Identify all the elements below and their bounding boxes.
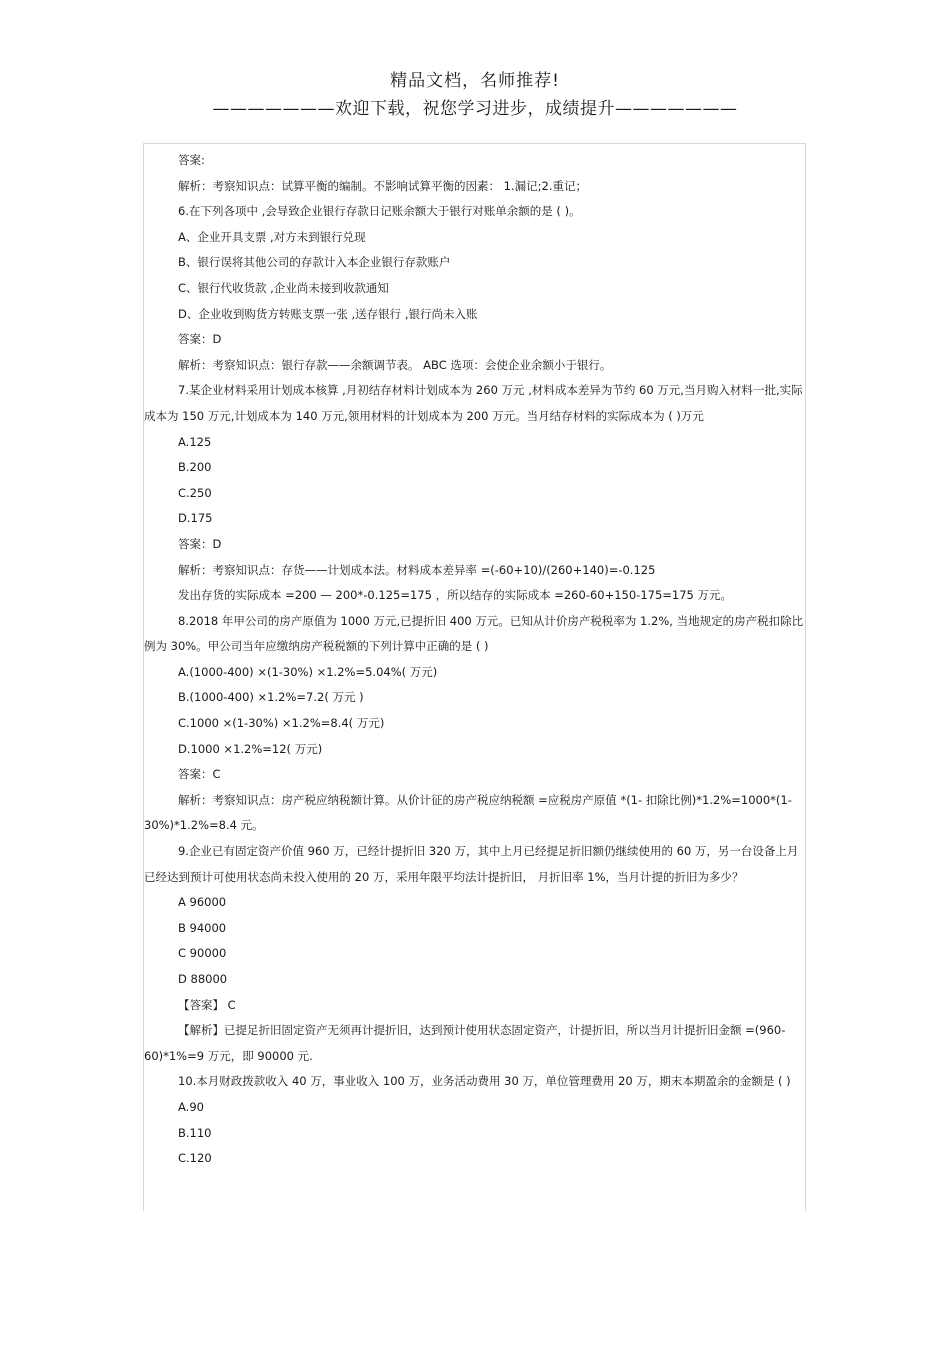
text-line: 【解析】已提足折旧固定资产无须再计提折旧，达到预计使用状态固定资产，计提折旧，所以当月计提折旧金额 =(960-60)*1%=9 万元，即 90000 元. (144, 1023, 786, 1063)
text-line: B.200 (178, 460, 212, 475)
text-line: B.110 (178, 1125, 212, 1140)
text-line: 答案：D (178, 332, 222, 347)
page-content-frame (143, 143, 806, 1211)
text-line: D 88000 (178, 972, 228, 986)
text-line: C.120 (178, 1151, 212, 1166)
text-line: A.90 (178, 1099, 204, 1114)
text-line: 6.在下列各项中 ,会导致企业银行存款日记账余额大于银行对账单余额的是 ( )。 (178, 204, 581, 219)
text-line: 发出存货的实际成本 =200 — 200*-0.125=175 ，所以结存的实际成本 =260-60+150-175=175 万元。 (178, 588, 733, 603)
document-body (144, 148, 805, 1172)
text-line: B、银行误将其他公司的存款计入本企业银行存款账户 (178, 255, 451, 270)
text-line: 解析：考察知识点：试算平衡的编制。不影响试算平衡的因素： 1.漏记;2.重记； (178, 178, 587, 193)
text-line: 8.2018 年甲公司的房产原值为 1000 万元,已提折旧 400 万元。已知从计价房产税税率为 1.2%, 当地规定的房产税扣除比例为 30%。甲公司当年应缴纳房产税税额的下列计算中正确的是 ( ) (144, 613, 804, 654)
text-line: D、企业收到购货方转账支票一张 ,送存银行 ,银行尚未入账 (178, 306, 478, 321)
text-line: B 94000 (178, 920, 227, 935)
text-line: 答案：D (178, 536, 222, 551)
text-line: C.1000 ×(1-30%) ×1.2%=8.4( 万元) (178, 716, 385, 731)
text-line: C 90000 (178, 946, 227, 961)
text-line: A.125 (178, 434, 212, 449)
header-subtitle: ———————欢迎下载，祝您学习进步，成绩提升——————— (212, 99, 738, 119)
text-line: D.1000 ×1.2%=12( 万元) (178, 741, 323, 756)
text-line: 答案：C (178, 767, 221, 782)
text-line: D.175 (178, 511, 213, 526)
text-line: A、企业开具支票 ,对方未到银行兑现 (178, 229, 366, 244)
text-line: 7.某企业材料采用计划成本核算 ,月初结存材料计划成本为 260 万元 ,材料成本差异为节约 60 万元,当月购入材料一批,实际成本为 150 万元,计划成本为 140 万元,领用材料的计划成本为 200 万元。当月结存材料的实际成本为 ( )万元 (144, 383, 803, 423)
text-line: 解析：考察知识点：存货——计划成本法。材料成本差异率 =(-60+10)/(260+140)=-0.125 (178, 562, 656, 577)
document-header (0, 68, 950, 122)
text-line: 【答案】 C (178, 997, 236, 1012)
text-line: C.250 (178, 485, 212, 500)
text-line: B.(1000-400) ×1.2%=7.2( 万元 ) (178, 690, 364, 705)
text-line: A 96000 (178, 895, 227, 910)
text-line: 9.企业已有固定资产价值 960 万，已经计提折旧 320 万，其中上月已经提足折旧额仍继续使用的 60 万，另一台设备上月已经达到预计可使用状态尚未投入使用的 20 万，采用年限平均法计提折旧， 月折旧率 1%，当月计提的折旧为多少？ (144, 844, 799, 884)
text-line: 解析：考察知识点：房产税应纳税额计算。从价计征的房产税应纳税额 =应税房产原值 *(1- 扣除比例)*1.2%=1000*(1-30%)*1.2%=8.4 元。 (144, 792, 792, 833)
text-line: 10.本月财政拨款收入 40 万，事业收入 100 万，业务活动费用 30 万，单位管理费用 20 万，期末本期盈余的金额是 ( ) (178, 1074, 791, 1089)
text-line: 解析：考察知识点：银行存款——余额调节表。 ABC 选项：会使企业余额小于银行。 (178, 357, 612, 372)
header-title: 精品文档，名师推荐! (390, 71, 560, 91)
text-line: C、银行代收货款 ,企业尚未接到收款通知 (178, 280, 389, 295)
text-line: A.(1000-400) ×(1-30%) ×1.2%=5.04%( 万元) (178, 664, 438, 679)
text-line: 答案: (178, 153, 205, 167)
